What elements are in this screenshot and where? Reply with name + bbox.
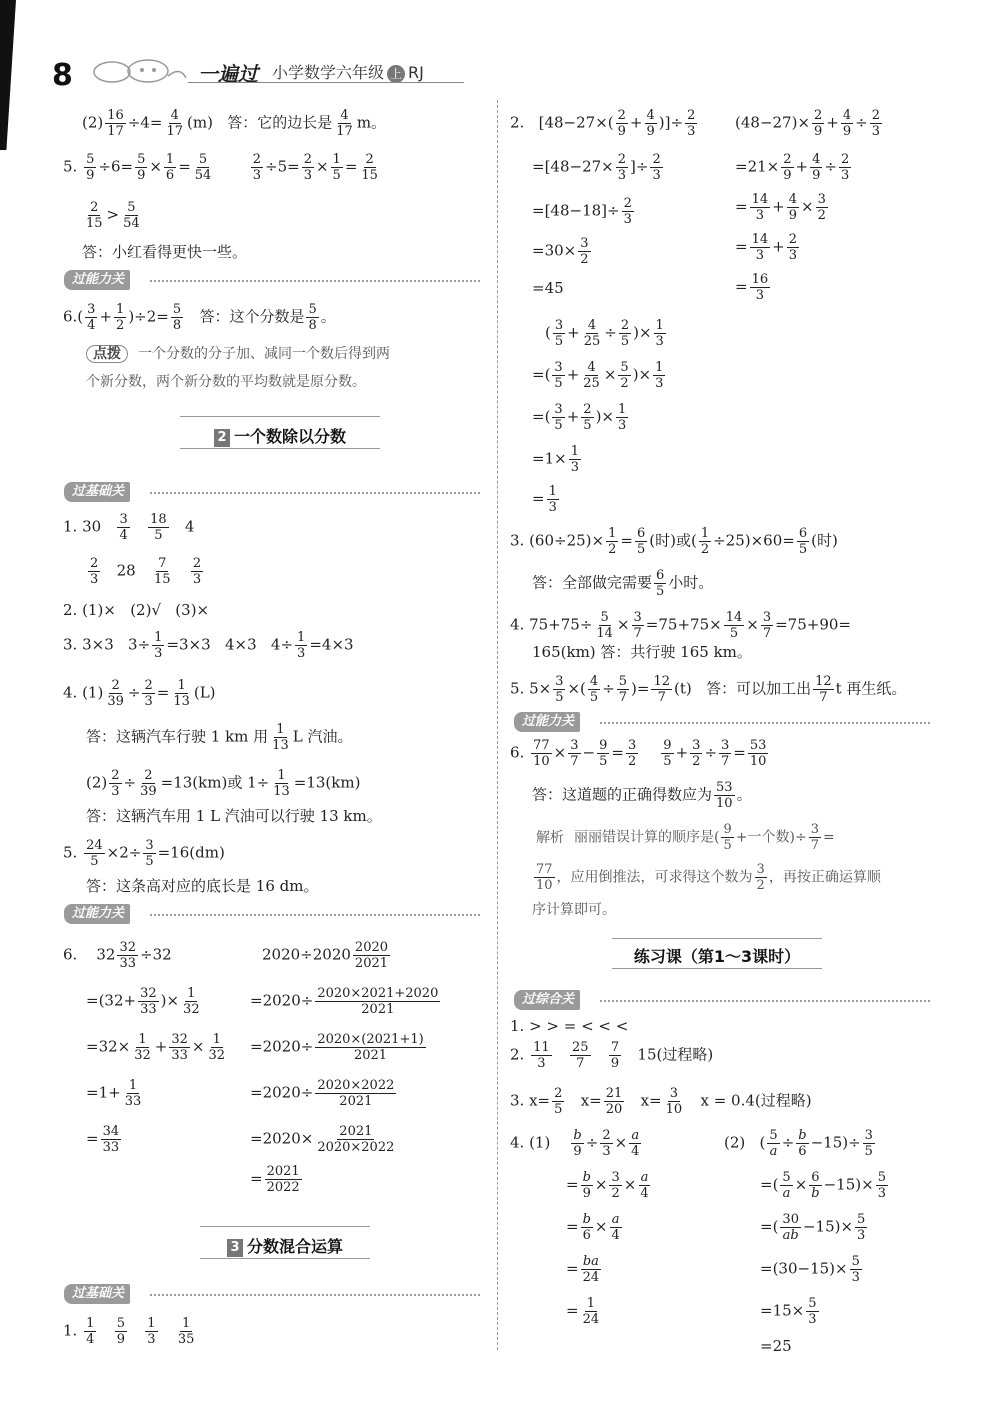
section-rule xyxy=(600,1000,930,1002)
problem-b6-right-6: = $\frac{2021}{2022}$ xyxy=(250,1164,300,1195)
tip-text-1: 一个分数的分子加、减同一个数后得到两 xyxy=(138,346,390,362)
problem-5: 5. $\frac{5}{9}$ ÷6= $\frac{5}{9}$ × $\frac{1}{6}$ = $\frac{5}{54}$ $\frac{2}{3}$ ÷5= $\frac{2}{3}$ × $\frac{1}{5}$ = $\frac{2}{15}$ xyxy=(63,152,378,183)
tip-label: 点拨 xyxy=(86,345,128,363)
problem-r2-left-1: 2. [48−27×( $\frac{2}{9}$ + $\frac{4}{9}$ )]÷ $\frac{2}{3}$ xyxy=(510,108,696,139)
problem-r2-third-5: = $\frac{1}{3}$ xyxy=(532,484,557,515)
section-label-ability-3: 过能力关 xyxy=(514,712,580,732)
section-2-title xyxy=(180,424,380,447)
analysis-line-2: $\frac{77}{10}$ ，应用倒推法，可求得这个数为 $\frac{3}{2}$ ，再按正确运算顺 xyxy=(536,862,881,893)
answer-5: 答：小红看得更快一些。 xyxy=(82,243,248,261)
problem-r2-left-2: =[48−27× $\frac{2}{3}$ ]÷ $\frac{2}{3}$ xyxy=(532,152,661,183)
problem-r2-right-5: = $\frac{16}{3}$ xyxy=(735,272,769,303)
section-rule xyxy=(150,492,480,494)
problem-p1: 1. > > = < < < xyxy=(510,1017,629,1035)
section-label-comprehensive: 过综合关 xyxy=(514,990,580,1010)
problem-r2-right-3: = $\frac{14}{3}$ + $\frac{4}{9}$ × $\frac{3}{2}$ xyxy=(735,192,826,223)
problem-p4-1-5: = $\frac{1}{24}$ xyxy=(566,1296,600,1327)
problem-p4-2-2: =( $\frac{5}{a}$ × $\frac{6}{b}$ −15)× $\frac{5}{3}$ xyxy=(760,1170,886,1201)
section-3-title xyxy=(200,1234,370,1257)
problem-p4-1-3: = $\frac{b}{6}$ × $\frac{a}{4}$ xyxy=(566,1212,620,1243)
section-rule xyxy=(150,1294,480,1296)
section-3-rule-bottom xyxy=(200,1258,370,1259)
answer-b5: 答：这条高对应的底长是 16 dm。 xyxy=(86,877,319,895)
mascot-logo xyxy=(88,56,188,86)
answer-r6: 答：这道题的正确得数应为 $\frac{53}{10}$ 。 xyxy=(532,780,752,811)
problem-p4-2-6: =25 xyxy=(760,1337,792,1355)
problem-b6-right-1: 2020÷2020 $\frac{2020}{2021}$ xyxy=(262,940,389,971)
problem-r4: 4. 75+75÷ $\frac{5}{14}$ × $\frac{3}{7}$ =75+75× $\frac{14}{5}$ × $\frac{3}{7}$ =75+90= xyxy=(510,610,851,641)
problem-r2-third-3: =( $\frac{3}{5}$ + $\frac{2}{5}$ )× $\frac{1}{3}$ xyxy=(532,402,627,433)
problem-b6-right-5: =2020× $\frac{2021}{2020\times 2022}$ xyxy=(250,1124,395,1155)
answer-6: 答：这个分数是 xyxy=(199,307,305,326)
problem-r3: 3. (60÷25)× $\frac{1}{2}$ = $\frac{6}{5}$ (时)或( $\frac{1}{2}$ ÷25)×60= $\frac{6}{5}$ (时) xyxy=(510,526,838,557)
problem-b6-left-1: 6. 32 $\frac{32}{33}$ ÷32 xyxy=(63,940,172,971)
problem-c1: 1. $\frac{1}{4}$ $\frac{5}{9}$ $\frac{1}{3}$ $\frac{1}{35}$ xyxy=(63,1316,195,1347)
problem-p4-1-4: = $\frac{ba}{24}$ xyxy=(566,1254,600,1285)
problem-b4-1: 4. (1) $\frac{2}{39}$ ÷ $\frac{2}{3}$ = $\frac{1}{13}$ (L) xyxy=(63,678,216,709)
problem-p4-1-1: 4. (1) $\frac{b}{9}$ ÷ $\frac{2}{3}$ × $\frac{a}{4}$ xyxy=(510,1128,640,1159)
section-rule xyxy=(600,722,930,724)
problem-r2-third-2: =( $\frac{3}{5}$ + $\frac{4}{25}$ × $\frac{5}{2}$ )× $\frac{1}{3}$ xyxy=(532,360,664,391)
page-number: 8 xyxy=(52,58,73,93)
problem-r2-right-4: = $\frac{14}{3}$ + $\frac{2}{3}$ xyxy=(735,232,797,263)
section-rule xyxy=(150,280,480,282)
section-3-number: 3 xyxy=(227,1239,243,1257)
problem-p4-2-3: =( $\frac{30}{ab}$ −15)× $\frac{5}{3}$ xyxy=(760,1212,866,1243)
problem-5-compare: $\frac{2}{15}$ > $\frac{5}{54}$ xyxy=(86,200,140,231)
tip-line-1 xyxy=(86,344,390,364)
problem-r2-left-4: =30× $\frac{3}{2}$ xyxy=(532,236,589,267)
answer-4-2: 答：它的边长是 xyxy=(227,113,333,132)
section-rule xyxy=(150,914,480,916)
problem-p3: 3. x= $\frac{2}{5}$ x= $\frac{21}{20}$ x= $\frac{3}{10}$ x = 0.4(过程略) xyxy=(510,1086,812,1117)
problem-b6-right-4: =2020÷ $\frac{2020\times 2022}{2021}$ xyxy=(250,1078,395,1109)
answer-b4-1: 答：这辆汽车行驶 1 km 用 $\frac{1}{13}$ L 汽油。 xyxy=(86,722,353,753)
practice-rule-bottom xyxy=(612,968,822,969)
section-2-number: 2 xyxy=(214,429,230,447)
problem-p4-2-5: =15× $\frac{5}{3}$ xyxy=(760,1296,817,1327)
problem-r2-left-3: =[48−18]÷ $\frac{2}{3}$ xyxy=(532,196,632,227)
practice-rule-top xyxy=(612,938,822,939)
section-3-rule-top xyxy=(200,1226,370,1227)
problem-b6-left-4: =1+ $\frac{1}{33}$ xyxy=(86,1078,142,1109)
section-label-basics-2: 过基础关 xyxy=(64,1284,130,1304)
problem-p4-2-4: =(30−15)× $\frac{5}{3}$ xyxy=(760,1254,860,1285)
answer-r4: 165(km) 答：共行驶 165 km。 xyxy=(532,643,752,661)
problem-b6-right-3: =2020÷ $\frac{2020\times(2021+1)}{2021}$ xyxy=(250,1032,424,1063)
problem-r2-third-4: =1× $\frac{1}{3}$ xyxy=(532,444,579,475)
subject-text: 小学数学六年级 xyxy=(272,63,385,82)
problem-b6-left-2: =(32+ $\frac{32}{33}$ )× $\frac{1}{32}$ xyxy=(86,986,200,1017)
problem-b6-right-2: =2020÷ $\frac{2020\times 2021+2020}{2021}$ xyxy=(250,986,439,1017)
brand-logo-text: 一遍过 xyxy=(198,62,258,86)
section-2-rule-bottom xyxy=(180,448,380,449)
section-label-ability: 过能力关 xyxy=(64,270,130,290)
answer-b4-2: 答：这辆汽车用 1 L 汽油可以行驶 13 km。 xyxy=(86,807,382,825)
column-divider xyxy=(497,100,498,1350)
problem-b1-row2: $\frac{2}{3}$ 28 $\frac{7}{15}$ $\frac{2}{3}$ xyxy=(90,556,202,587)
analysis-label: 解析 xyxy=(536,829,564,846)
problem-p2: 2. $\frac{11}{3}$ $\frac{25}{7}$ $\frac{7}{9}$ 15(过程略) xyxy=(510,1040,714,1071)
problem-r5: 5. 5× $\frac{3}{5}$ ×( $\frac{4}{5}$ ÷ $\frac{5}{7}$ )= $\frac{12}{7}$ (t) 答：可以加工出 $\frac{12}{7}$ t 再生纸。 xyxy=(510,674,907,705)
problem-b6-left-3: =32× $\frac{1}{32}$ + $\frac{32}{33}$ × $\frac{1}{32}$ xyxy=(86,1032,226,1063)
binding-strip xyxy=(0,0,16,150)
tip-line-2: 个新分数，两个新分数的平均数就是原分数。 xyxy=(86,374,366,390)
problem-b6-left-5: = $\frac{34}{33}$ xyxy=(86,1124,120,1155)
problem-p4-2-1: (2) ( $\frac{5}{a}$ ÷ $\frac{b}{6}$ −15)÷ $\frac{3}{5}$ xyxy=(724,1128,873,1159)
edition-text: RJ xyxy=(408,63,424,82)
book-subject xyxy=(272,60,424,83)
problem-r2-third-1: ( $\frac{3}{5}$ + $\frac{4}{25}$ ÷ $\frac{2}{5}$ )× $\frac{1}{3}$ xyxy=(545,318,664,349)
problem-r6: 6. $\frac{77}{10}$ × $\frac{3}{7}$ − $\frac{9}{5}$ = $\frac{3}{2}$ $\frac{9}{5}$ + $\frac{3}{2}$ ÷ $\frac{3}{7}$ = $\frac{53}{10}$ xyxy=(510,738,767,769)
problem-b5: 5. $\frac{24}{5}$ ×2÷ $\frac{3}{5}$ =16(dm) xyxy=(63,838,225,869)
problem-p4-1-2: = $\frac{b}{9}$ × $\frac{3}{2}$ × $\frac{a}{4}$ xyxy=(566,1170,649,1201)
section-2-rule-top xyxy=(180,416,380,417)
problem-b3: 3. 3×3 3÷ $\frac{1}{3}$ =3×3 4×3 4÷ $\frac{1}{3}$ =4×3 xyxy=(63,630,354,661)
analysis-line-1: 解析 丽丽错误计算的顺序是( $\frac{9}{5}$ +一个数)÷ $\frac{3}{7}$ = xyxy=(536,822,835,853)
section-label-basics: 过基础关 xyxy=(64,482,130,502)
volume-badge: 上 xyxy=(387,65,405,83)
header-rule xyxy=(188,82,464,83)
section-2-title-text: 一个数除以分数 xyxy=(233,427,346,446)
section-3-title-text: 分数混合运算 xyxy=(246,1237,343,1256)
problem-4-2: (2) $\frac{16}{17}$ ÷4= $\frac{4}{17}$ (m) 答：它的边长是 $\frac{4}{17}$ m。 xyxy=(82,108,387,139)
problem-b4-2: (2) $\frac{2}{3}$ ÷ $\frac{2}{39}$ =13(km)或 1÷ $\frac{1}{13}$ =13(km) xyxy=(86,768,361,799)
analysis-line-3: 序计算即可。 xyxy=(532,902,616,918)
problem-b2: 2. (1)× (2)√ (3)× xyxy=(63,601,210,619)
section-label-ability-2: 过能力关 xyxy=(64,904,130,924)
problem-r2-right-1: (48−27)× $\frac{2}{9}$ + $\frac{4}{9}$ ÷ $\frac{2}{3}$ xyxy=(735,108,881,139)
problem-r2-left-5: =45 xyxy=(532,279,564,297)
practice-title: 练习课（第1～3课时） xyxy=(633,947,801,966)
answer-r3: 答：全部做完需要 $\frac{6}{5}$ 小时。 xyxy=(532,568,714,599)
problem-6: 6.( $\frac{3}{4}$ + $\frac{1}{2}$ )÷2= $\frac{5}{8}$ 答：这个分数是 $\frac{5}{8}$ 。 xyxy=(63,302,336,333)
problem-b1-row1: 1. 30 $\frac{3}{4}$ $\frac{18}{5}$ 4 xyxy=(63,512,195,543)
problem-r2-right-2: =21× $\frac{2}{9}$ + $\frac{4}{9}$ ÷ $\frac{2}{3}$ xyxy=(735,152,850,183)
